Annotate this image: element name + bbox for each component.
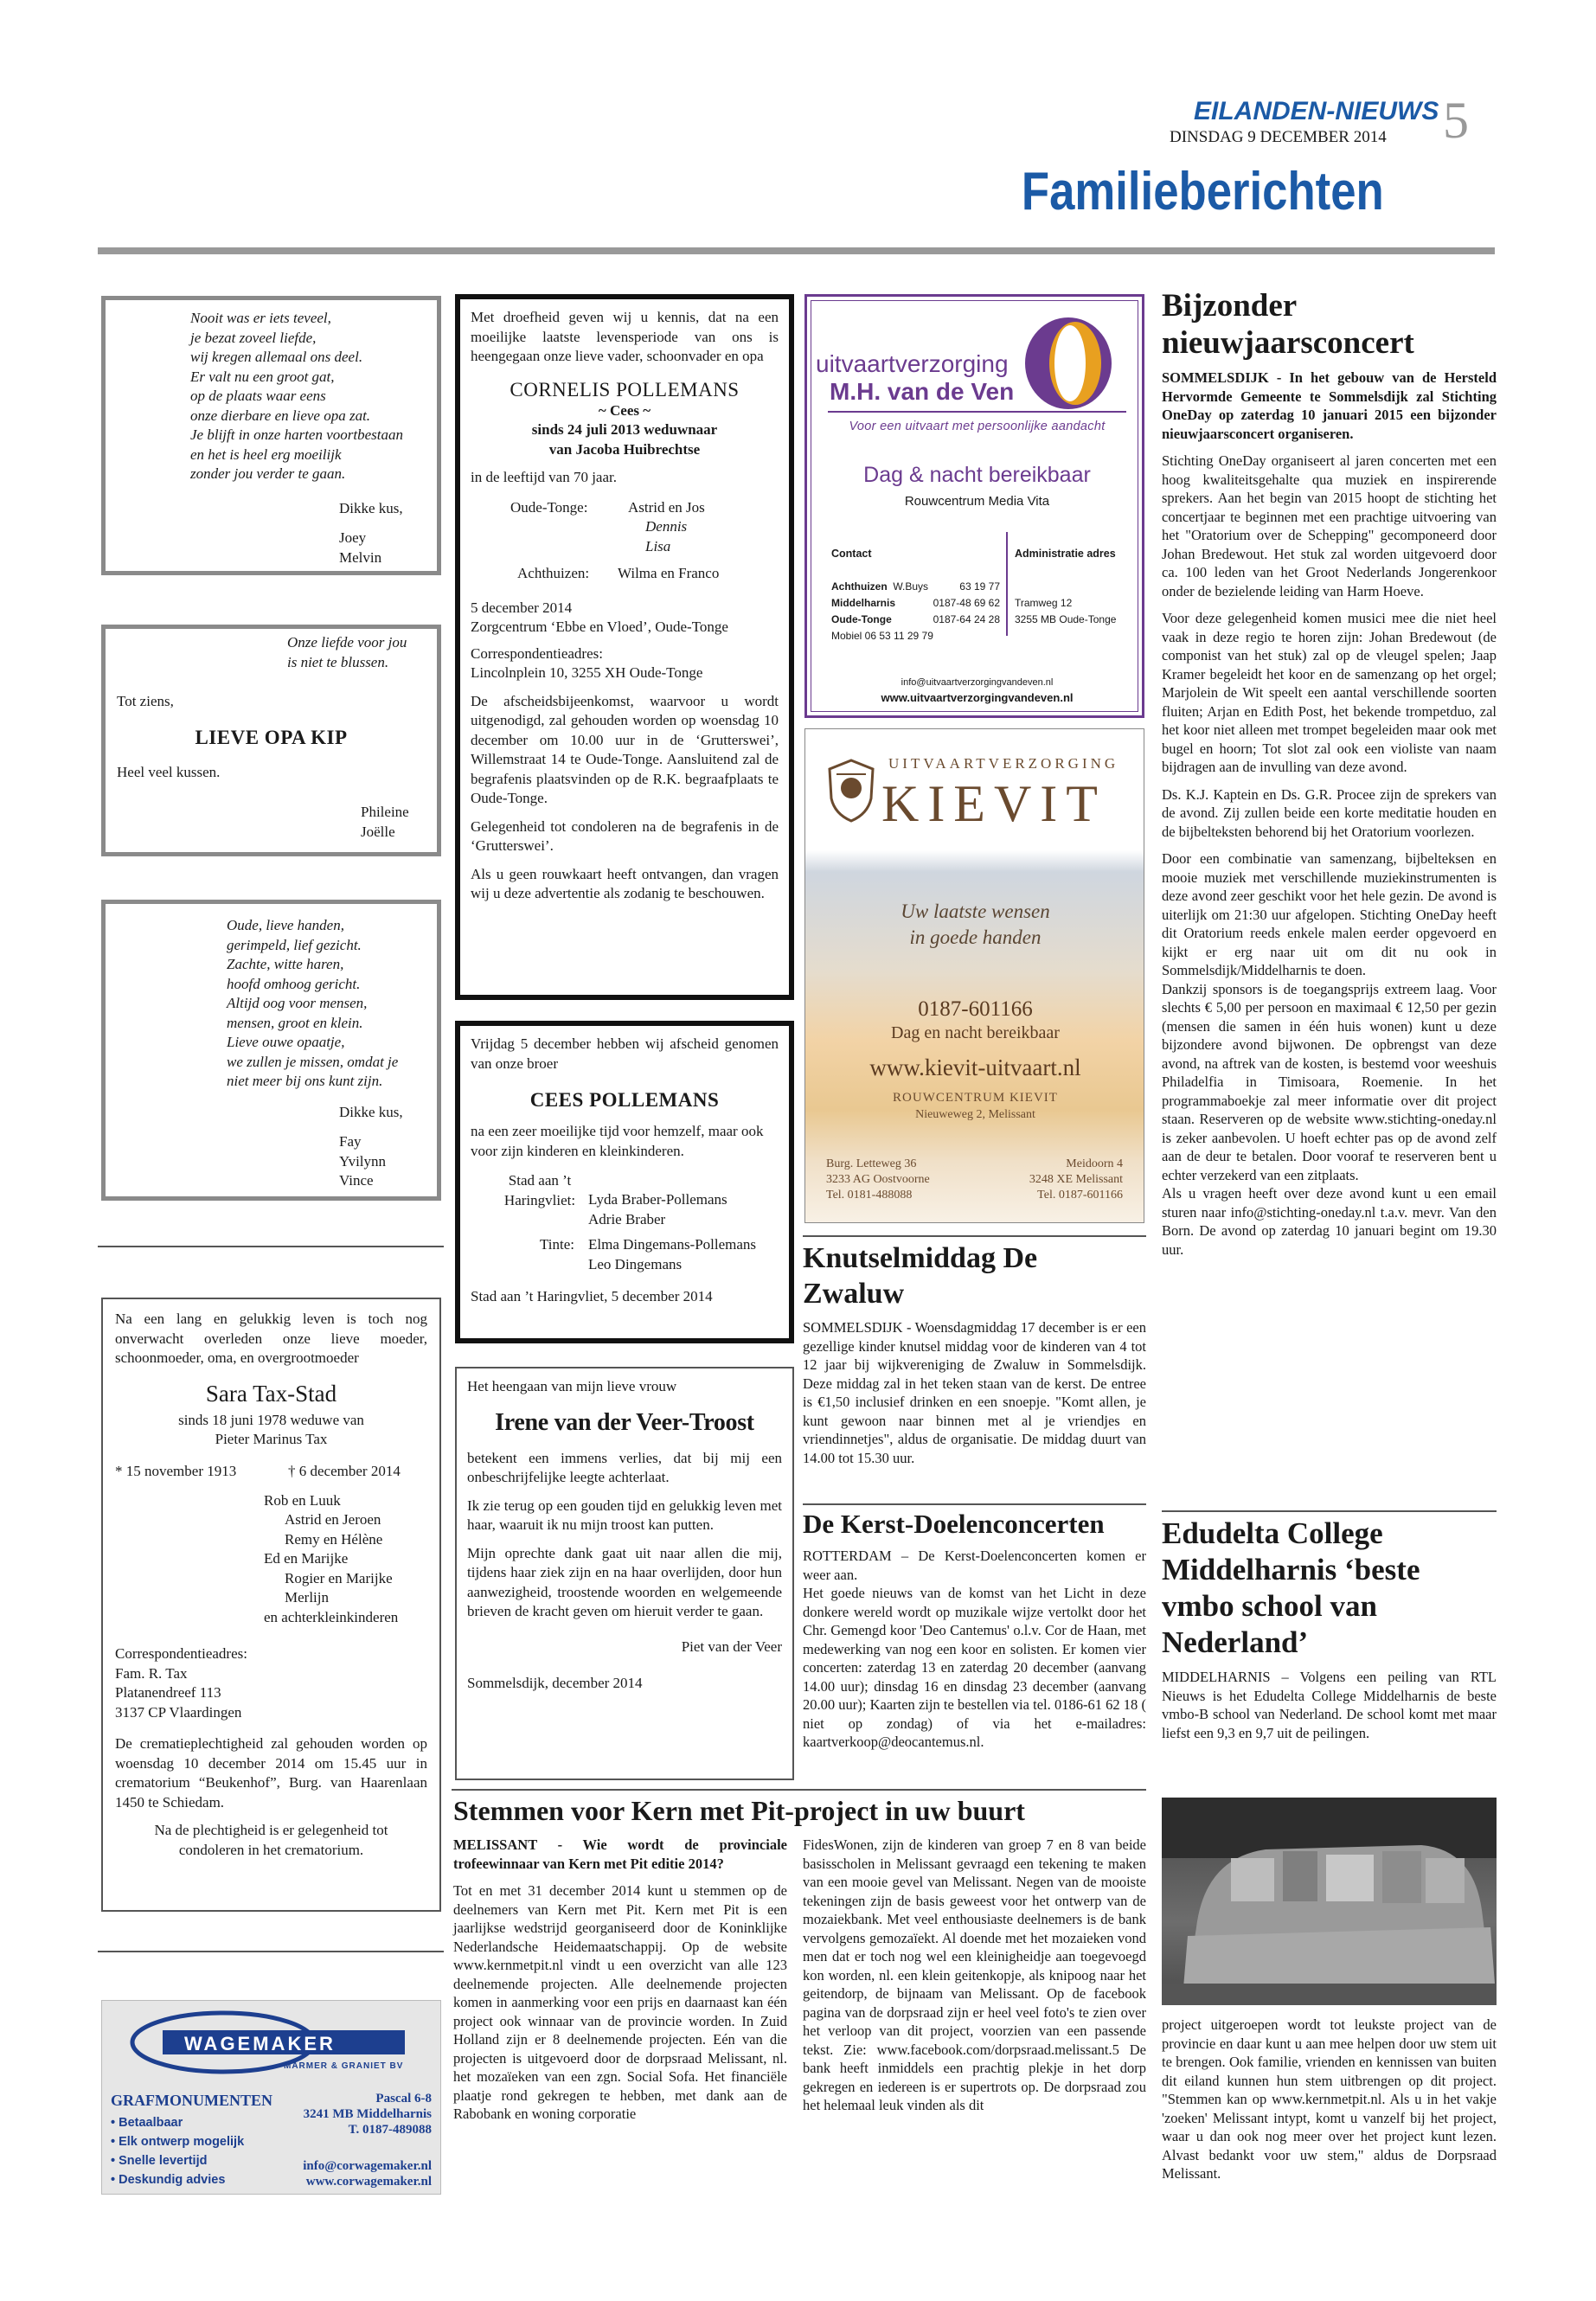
kern-body-3: project uitgeroepen wordt tot leukste project van de provincie en daar kunt u aan mee helpen door uw stem uit te brengen. Ook familie, vrienden en kennissen van buiten dit eiland kunnen hun stem uitbrengen op dit project. "Stemmen kan op www.kernmetpit.nl. Als u in het vakje 'zoeken' Melissant intypt, komt u vanzelf bij het project, waar u dan ook nog meer over het project kunt lezen. Alvast bedankt voor uw stem," aldus de Dorpsraad Melissant. (1162, 2016, 1497, 2182)
notice-tax (101, 1298, 441, 1912)
notice-kip-poem (101, 296, 441, 575)
mosaic-sofa-photo (1162, 1798, 1497, 2005)
email-link[interactable]: info@corwagemaker.nl (303, 2159, 432, 2173)
p1: Stichting OneDay organiseert al jaren concerten met een hoog kwaliteitsgehalte qua muziek en inspirerende sprekers. Aan het begin van 2015 hoopt de stichting het concertjaar te beginnen met een prachtige uitvoering van het "Oratorium over de Schepping" gecomponeerd door Johan Bredewout. Het stuk zal worden uitgevoerd door ca. 100 leden van het Groot Nederlands Jongerenkoor onder de bezielende leiding van Harm Hoeve. (1162, 452, 1497, 599)
p2: Voor deze gelegenheid komen musici mee die niet heel vaak in deze regio te horen zijn: Johan Bredewout (de componist van het stuk) zal op de vleugel spelen; Jaap Kramer begeleidt het koor en de samenzang op het orgel; Marjolein de Wit speelt een aantal verschillende soorten fluiten; Arjan en Edith Post, het bekende trompetduo, zal het koor niet alleen met trompet begeleiden maar ook met bugel en hoorn; Tot slot zal ook een violiste van naam bijdragen aan de invulling van deze avond. (1162, 610, 1497, 775)
text1: De afscheidsbijeenkomst, waarvoor u wordt uitgenodigd, zal gehouden worden op woensdag 10 december om 10.00 uur in de ‘Grutterswei’, Willemstraat 14 te Oude-Tonge. Aansluitend zal de begrafenis plaatsvinden op de R.K. begraafplaats te Oude-Tonge. (471, 692, 779, 806)
p4: Door een combinatie van samenzang, bijbelteksen en mooie muziek met verschillende muziekinstrumenten is deze avond zeer geschikt voor het hele gezin. De avond is uiterlijk om 21:30 uur afgelopen. Stichting OneDay heeft dit Oratorium reeds enkele malen eerder opgevoerd en kijkt er erg naar uit om dit nu ook in Sommelsdijk/Middelharnis te doen. (1162, 850, 1497, 978)
nickname: ~ Cees ~ (598, 401, 651, 419)
divider (1162, 1510, 1497, 1512)
brand-line2: M.H. van de Ven (830, 378, 1015, 405)
notice-irene (455, 1367, 794, 1780)
p3: Ds. K.J. Kaptein en Ds. G.R. Procee zijn de sprekers van de avond. Zij zullen beide een korte meditatie houden en de bijbelteksten behorend bij het Oratorium voorlezen. (1162, 785, 1497, 840)
article-title: Edudelta College Middelharnis ‘beste vmbo school van Nederland’ (1162, 1516, 1420, 1659)
center-address: Nieuweweg 2, Melissant (915, 1108, 1035, 1121)
article-title: De Kerst-Doelenconcerten (803, 1509, 1105, 1539)
divider (98, 1246, 444, 1247)
article-edudelta (1162, 1516, 1497, 1742)
poem: Nooit was er iets teveel, je bezat zoveel liefde, wij kregen allemaal ons deel. Er valt nu een groot gat, op de plaats waar eens onze dierbare en lieve opa zat. Je blijft in onze harten voortbestaan en het is heel erg moeilijk zonder jou verder te gaan. (190, 310, 403, 482)
correspondence: Correspondentieadres: Fam. R. Tax Platanendreef 113 3137 CP Vlaardingen (115, 1645, 247, 1721)
kern-body-1: Tot en met 31 december 2014 kunt u stemmen op de deelnemers van Kern met Pit. Kern met Pit is een jaarlijkse wedstrijd georganiseerd door de Koninklijke Nederlandsche Heidemaatschappij. Op de website www.kernmetpit.nl vindt u een overzicht van alle 123 deelnemende projecten. Alle deelnemende projecten komen in aanmerking voor een prijs en daarnaast kan één project ook winnaar van de provincie worden. In Zuid Holland zijn er 8 deelnemende projecten. Eén van die projecten is uitgevoerd door de dorpsraad Melissant, nl. het mozaïeken van een zgn. Social Sofa. Het financiële plaatje rond gekregen te hebben, met dank aan de Rabobank en woning corporatie (453, 1882, 787, 2122)
available: Dag & nacht bereikbaar (863, 463, 1091, 487)
admin-address: Tramweg 12 3255 MB Oude-Tonge (1015, 597, 1117, 625)
article-title: Knutselmiddag De Zwaluw (803, 1242, 1038, 1310)
deceased-name: Sara Tax-Stad (205, 1380, 337, 1407)
article-lead: SOMMELSDIJK - In het gebouw van de Hersteld Hervormde Gemeente te Sommelsdijk zal Stichting OneDay op zaterdag 10 januari 2015 een bijzonder nieuwjaarsconcert organiseren. (1162, 369, 1497, 442)
greeting: Tot ziens, (117, 692, 179, 712)
kievit-crest-icon (824, 757, 878, 824)
location: Zorgcentrum ‘Ebbe en Vloed’, Oude-Tonge (471, 619, 728, 635)
header-rule (98, 247, 1495, 254)
poem: Oude, lieve handen, gerimpeld, lief gezicht. Zachte, witte haren, hoofd omhoog gericht. Altijd oog voor mensen, mensen, groot en klein. Lieve ouwe opaatje, we zullen je missen, omdat je niet meer bij ons kunt zijn. (227, 917, 399, 1089)
article-concert (1162, 287, 1497, 1259)
text: na een zeer moeilijke tijd voor hemzelf, maar ook voor zijn kinderen en kleinkinderen. (471, 1123, 764, 1159)
place2: Achthuizen: (517, 564, 590, 581)
kern-body-2: FidesWonen, zijn de kinderen van groep 7 en 8 van beide basisscholen in Melissant gevraagd een tekening te maken van een mooie gevel van Melissant. Negen van de mooiste tekeningen zijn de basis geweest voor het ontwerp van de mozaiekbank. Met veel enthousiaste deelnemers is de bank vervolgens gemozaïekt. Al doende met het mozaieken vond men dat er toch nog wel een kleinigheidje aan toegevoegd kon worden, nl. een klein geitenkopje, als knipoog naar het geitendorp, de bijnaam van Melissant. Op de facebook pagina van de dorpsraad zijn er heel veel foto's te zien over het verloop van dit project, voorzien van een passende tekst. Zie: www.facebook.com/dorpsraad.melissant.5 De bank heeft inmiddels een prachtig plekje in het dorp gekregen en iedereen is er supertrots op. De dorpsraad zou het helemaal leuk vinden als dit (803, 1836, 1146, 2113)
brand: WAGEMAKER (184, 2033, 336, 2054)
article-lead: ROTTERDAM – De Kerst-Doelenconcerten komen er weer aan. (803, 1548, 1146, 1583)
text1: betekent een immens verlies, dat bij mij een onbeschrijfelijke leegte achterlaat. (467, 1449, 782, 1485)
left-address: Burg. Letteweg 36 3233 AG Oostvoorne Tel. 0181-488088 (826, 1157, 930, 1202)
page-number: 5 (1443, 92, 1469, 149)
article-body: SOMMELSDIJK - Woensdagmiddag 17 december is er een gezellige kinder knutsel middag voor de kinderen van 4 tot 12 jaar bij wijkvereniging de Zwaluw in Sommelsdijk. Deze middag zal in het teken staan van de kerst. De entree is €1,50 inclusief drinken en een snoepje. "Komt allen, je kunt gewoon naar binnen met al je vriendjes en vriendinnetjes", aldus de organisatie. De middag duurt van 14.00 tot 15.30 uur. (803, 1319, 1146, 1466)
signers: Phileine Joëlle (361, 804, 409, 840)
place2: Tinte: (540, 1236, 575, 1253)
divider (452, 1789, 1146, 1791)
names1: Lyda Braber-Pollemans Adrie Braber (588, 1191, 727, 1227)
closing: Dikke kus, (339, 500, 403, 516)
tagline: MARMER & GRANIET BV (284, 2061, 404, 2071)
web-link[interactable]: www.uitvaartverzorgingvandeven.nl (881, 691, 1074, 704)
issue-date: DINSDAG 9 DECEMBER 2014 (1170, 128, 1387, 146)
article-knutsel (803, 1235, 1146, 1467)
text3: Als u geen rouwkaart heeft ontvangen, dan vragen wij u deze advertentie als zodanig te beschouwen. (471, 865, 779, 901)
ven-logo (1022, 314, 1115, 413)
intro: Met droefheid geven wij u kennis, dat na een moeilijke laatste levensperiode van ons is heengegaan onze lieve vader, schoonvader en opa (471, 309, 779, 364)
sofa-illustration (1162, 1798, 1497, 2005)
footer: Sommelsdijk, december 2014 (467, 1675, 643, 1691)
article-body: Het goede nieuws van de komst van het Licht in deze donkere wereld wordt op muzikale wijze vertolkt door het Chr. Gemengd koor 'Deo Cantemus' o.l.v. Cor de Haan, met medewerking van nog een koor en solisten. Er komen vier concerten: zaterdag 13 en zaterdag 20 december (aanvang 14.00 uur); dinsdag 16 en dinsdag 23 december (aanvang 20.00 uur); Kaarten zijn te bestellen via tel. 0186-61 62 18 ( niet op zondag) of via het e-mailadres: kaartverkoop@deocantemus.nl. (803, 1585, 1146, 1750)
kern-col3 (1162, 2016, 1497, 2183)
contacts: Achthuizen W.Buys 63 19 77 Middelharnis 0187-48 69 62 Oude-Tonge 0187-64 24 28 Mobiel 06 53 11 29 79 (831, 580, 1000, 642)
divider (803, 1503, 1146, 1505)
signers: Fay Yvilynn Vince (339, 1133, 387, 1189)
address: Pascal 6-8 3241 MB Middelharnis T. 0187-489088 (303, 2092, 432, 2137)
kern-col1 (453, 1836, 787, 2124)
brand-rule (828, 411, 1126, 413)
text2: Ik zie terug op een gouden tijd en gelukkig leven met haar, waaruit ik nu mijn troost kan putten. (467, 1497, 782, 1533)
names2: Elma Dingemans-Pollemans Leo Dingemans (588, 1236, 757, 1272)
poem: Onze liefde voor jou is niet te blussen. (287, 634, 407, 670)
slogan: Uw laatste wensen in goede handen (901, 901, 1050, 948)
admin-label: Administratie adres (1015, 548, 1116, 560)
tagline: Voor een uitvaart met persoonlijke aandacht (849, 420, 1106, 433)
deceased-name: CEES POLLEMANS (529, 1089, 720, 1111)
notice-kip (101, 625, 441, 856)
spouse: van Jacoba Huibrechtse (548, 440, 701, 458)
divider (803, 1235, 1146, 1237)
names2: Wilma en Franco (618, 564, 720, 581)
right-address: Meidoorn 4 3248 XE Melissant Tel. 0187-601166 (1029, 1157, 1123, 1202)
kern-col2 (803, 1836, 1146, 2115)
bullets: • Betaalbaar • Elk ontwerp mogelijk • Snelle levertijd • Deskundig advies (111, 2113, 244, 2189)
deceased-name: LIEVE OPA KIP (195, 727, 348, 748)
closing: Heel veel kussen. (117, 763, 225, 783)
article-title: Bijzonder nieuwjaarsconcert (1162, 288, 1414, 361)
notice-cees (455, 1021, 794, 1343)
brand-line1: uitvaartverzorging (816, 350, 1009, 377)
since: sinds 18 juni 1978 weduwe van (178, 1411, 364, 1428)
p5: Dankzij sponsors is de toegangsprijs extreem laag. Voor slechts € 5,00 per persoon en maximaal € 12,50 per gezin (mensen die samen in één huis wonen) kunt u deze bijzondere avond bijwonen. De opbrengst van deze avond, na aftrek van de kosten, is bestemd voor weeshuis Philadelfia in Timisoara, Roemenie. In het programmaboekje zal meer informatie over dit project staan. Reserveren op de website www.stichting-oneday.nl is zeker aanbevolen. U hoeft echter pas op de avond zelf aan de deur te betalen. Door vooraf te reserveren bent u echter verzekerd van een zitplaats. (1162, 980, 1497, 1183)
divider (98, 1951, 444, 1952)
web-link[interactable]: www.corwagemaker.nl (305, 2175, 432, 2189)
section-title: Familieberichten (1022, 162, 1384, 221)
kern-lead: MELISSANT - Wie wordt de provinciale trofeewinnaar van Kern met Pit editie 2014? (453, 1836, 787, 1872)
age: in de leeftijd van 70 jaar. (471, 469, 617, 485)
contact (303, 2158, 432, 2189)
died: † 6 december 2014 (288, 1462, 401, 1479)
p6: Als u vragen heeft over deze avond kunt u een email sturen naar info@stichting-oneday.nl t.a.v. mevr. Van den Born. De avond op zaterdag 10 januari begint om 19.30 uur. (1162, 1185, 1497, 1258)
date: 5 december 2014 (471, 599, 573, 616)
signature: Piet van der Veer (681, 1638, 782, 1655)
deceased-name: Irene van der Veer-Troost (495, 1408, 754, 1436)
deceased-name: CORNELIS POLLEMANS (510, 378, 740, 401)
born: * 15 november 1913 (115, 1462, 237, 1479)
place1: Oude-Tonge: (510, 498, 588, 516)
ad-vline (1006, 532, 1008, 636)
condolence-text: Na de plechtigheid is er gelegenheid tot condoleren in het crematorium. (154, 1822, 388, 1858)
place1: Stad aan ’t Haringvliet: (503, 1172, 576, 1208)
text3: Mijn oprechte dank gaat uit naar allen die mij, tijdens haar ziek zijn en na haar overlijden, door hun aanwezigheid, troostende woorden en welgemeende brieven de kracht geven om hieruit verder te gaan. (467, 1544, 782, 1619)
available: Dag en nacht bereikbaar (891, 1023, 1060, 1042)
closing: Dikke kus, (339, 1104, 403, 1120)
article-body: MIDDELHARNIS – Volgens een peiling van RTL Nieuws is het Edudelta College Middelharnis de beste vmbo-B school van Nederland. De school komt met maar liefst een 9,3 en 9,7 uit de peilingen. (1162, 1669, 1497, 1741)
corr-label: Correspondentieadres: (471, 644, 603, 662)
family: Rob en Luuk Astrid en Jeroen Remy en Hélène Ed en Marijke Rogier en Marijke Merlijn en achterkleinkinderen (264, 1491, 399, 1625)
intro: Na een lang en gelukkig leven is toch nog onverwacht overleden onze lieve moeder, schoonmoeder, oma, en overgrootmoeder (115, 1311, 427, 1366)
ad-kievit (804, 728, 1144, 1223)
center-name: ROUWCENTRUM KIEVIT (893, 1091, 1058, 1105)
footer: Stad aan ’t Haringvliet, 5 december 2014 (471, 1288, 713, 1304)
intro: Het heengaan van mijn lieve vrouw (467, 1378, 677, 1394)
kievit-top: UITVAARTVERZORGING (888, 755, 1119, 772)
phone: 0187-601166 (918, 997, 1033, 1021)
kern-title: Stemmen voor Kern met Pit-project in uw buurt (453, 1795, 1025, 1826)
contact-label: Contact (831, 548, 872, 560)
kievit-brand: KIEVIT (881, 775, 1106, 832)
spouse: Pieter Marinus Tax (215, 1431, 328, 1447)
corr: Lincolnplein 10, 3255 XH Oude-Tonge (471, 664, 703, 681)
signers: Joey Melvin (339, 529, 382, 566)
notice-pollemans (455, 294, 794, 1000)
notice-hands (101, 900, 441, 1201)
text2: Gelegenheid tot condoleren na de begrafenis in de ‘Grutterswei’. (471, 817, 779, 854)
since: sinds 24 juli 2013 weduwnaar (531, 421, 718, 438)
center-name: Rouwcentrum Media Vita (904, 494, 1050, 509)
names1: Astrid en Jos Dennis Lisa (628, 498, 705, 554)
masthead: EILANDEN-NIEUWS (1194, 97, 1439, 125)
title: GRAFMONUMENTEN (111, 2092, 272, 2109)
email-link[interactable]: info@uitvaartverzorgingvandeven.nl (901, 677, 1054, 688)
ad-wagemaker (101, 2000, 441, 2195)
ceremony-text: De crematieplechtigheid zal gehouden worden op woensdag 10 december 2014 om 15.45 uur in crematorium “Beukenhof”, Burg. van Haarenlaan 1450 te Schiedam. (115, 1735, 427, 1811)
web-link[interactable]: www.kievit-uitvaart.nl (869, 1054, 1081, 1080)
article-kerst (803, 1503, 1146, 1752)
intro: Vrijdag 5 december hebben wij afscheid genomen van onze broer (471, 1035, 779, 1072)
ad-vandeven (804, 294, 1144, 718)
